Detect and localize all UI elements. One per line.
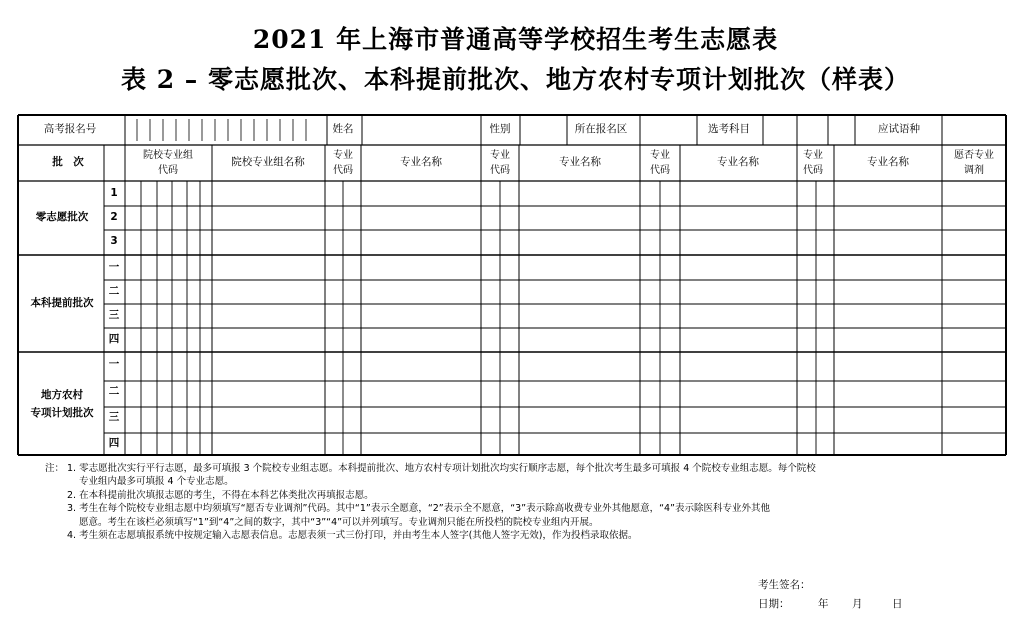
subjects-label: 选考科目 — [708, 123, 750, 135]
name-label: 姓名 — [332, 123, 354, 135]
notes-label: 注： — [45, 463, 65, 474]
row-number: 二 — [108, 385, 120, 397]
batch-name-rural: 地方农村 — [41, 389, 83, 401]
notes-section — [45, 462, 995, 542]
major-code-header-4: 专业 — [803, 150, 823, 161]
district-label: 所在报名区 — [574, 123, 628, 135]
major-name-header-2: 专业名称 — [559, 156, 601, 168]
group-code-header: 院校专业组 — [143, 150, 193, 161]
language-label: 应试语种 — [878, 123, 920, 135]
note-item: 2. 在本科提前批次填报志愿的考生，不得在本科艺体类批次再填报志愿。 — [67, 489, 374, 501]
form-title: 2021 年上海市普通高等学校招生考生志愿表 — [252, 25, 779, 54]
major-code-header-1: 专业 — [333, 150, 353, 161]
major-code-header-2-line2: 代码 — [490, 165, 510, 176]
major-name-header-1: 专业名称 — [400, 156, 442, 168]
adjust-header-line2: 调剂 — [964, 165, 984, 176]
row-number: 一 — [108, 261, 120, 273]
date-month: 月 — [852, 598, 863, 610]
major-code-header-1-line2: 代码 — [333, 165, 353, 176]
major-name-header-3: 专业名称 — [717, 156, 759, 168]
note-item-continued: 专业组内最多可填报 4 个专业志愿。 — [79, 476, 234, 488]
batch-name-zero: 零志愿批次 — [35, 211, 89, 223]
row-number: 四 — [108, 333, 120, 345]
note-item: 4. 考生须在志愿填报系统中按规定输入志愿表信息。志愿表须一式三份打印，并由考生本人签字(其他人签字无效)，作为投档录取依据。 — [67, 530, 638, 542]
row-number: 3 — [110, 235, 118, 247]
date-label: 日期： — [758, 598, 790, 610]
date-year: 年 — [818, 598, 829, 610]
adjust-header: 愿否专业 — [954, 150, 994, 161]
major-name-header-4: 专业名称 — [867, 156, 909, 168]
row-number: 三 — [108, 309, 120, 321]
batch-header: 批 次 — [52, 156, 84, 168]
row-number: 四 — [108, 437, 120, 449]
form-subtitle: 表 2 – 零志愿批次、本科提前批次、地方农村专项计划批次（样表） — [120, 65, 910, 94]
major-code-header-4-line2: 代码 — [803, 165, 823, 176]
major-code-header-3-line2: 代码 — [650, 165, 670, 176]
note-item-continued: 愿意。考生在该栏必须填写“1”到“4”之间的数字，其中“3”“4”可以并列填写。专业调剂只能在所投档的院校专业组内开展。 — [79, 516, 599, 528]
row-number: 三 — [108, 411, 120, 423]
major-code-header-2: 专业 — [490, 150, 510, 161]
gender-label: 性别 — [489, 123, 511, 135]
batch-name-rural-line2: 专项计划批次 — [30, 407, 94, 419]
major-code-header-3: 专业 — [650, 150, 670, 161]
batch-name-early: 本科提前批次 — [30, 297, 94, 309]
note-item: 3. 考生在每个院校专业组志愿中均须填写“愿否专业调剂”代码。其中“1”表示全愿意，“2”表示全不愿意，“3”表示除高收费专业外其他愿意，“4”表示除医科专业外其他 — [67, 503, 770, 515]
date-day: 日 — [892, 598, 903, 610]
group-name-header: 院校专业组名称 — [231, 156, 305, 168]
row-number: 一 — [108, 358, 120, 370]
note-item: 1. 零志愿批次实行平行志愿，最多可填报 3 个院校专业组志愿。本科提前批次、地方农村专项计划批次均实行顺序志愿，每个批次考生最多可填报 4 个院校专业组志愿。每个院校 — [67, 463, 816, 474]
signature-label: 考生签名： — [758, 579, 811, 591]
row-number: 二 — [108, 285, 120, 297]
row-number: 2 — [110, 211, 118, 223]
exam-no-label: 高考报名号 — [43, 123, 97, 135]
row-number: 1 — [110, 187, 118, 199]
group-code-header-line2: 代码 — [158, 165, 178, 176]
